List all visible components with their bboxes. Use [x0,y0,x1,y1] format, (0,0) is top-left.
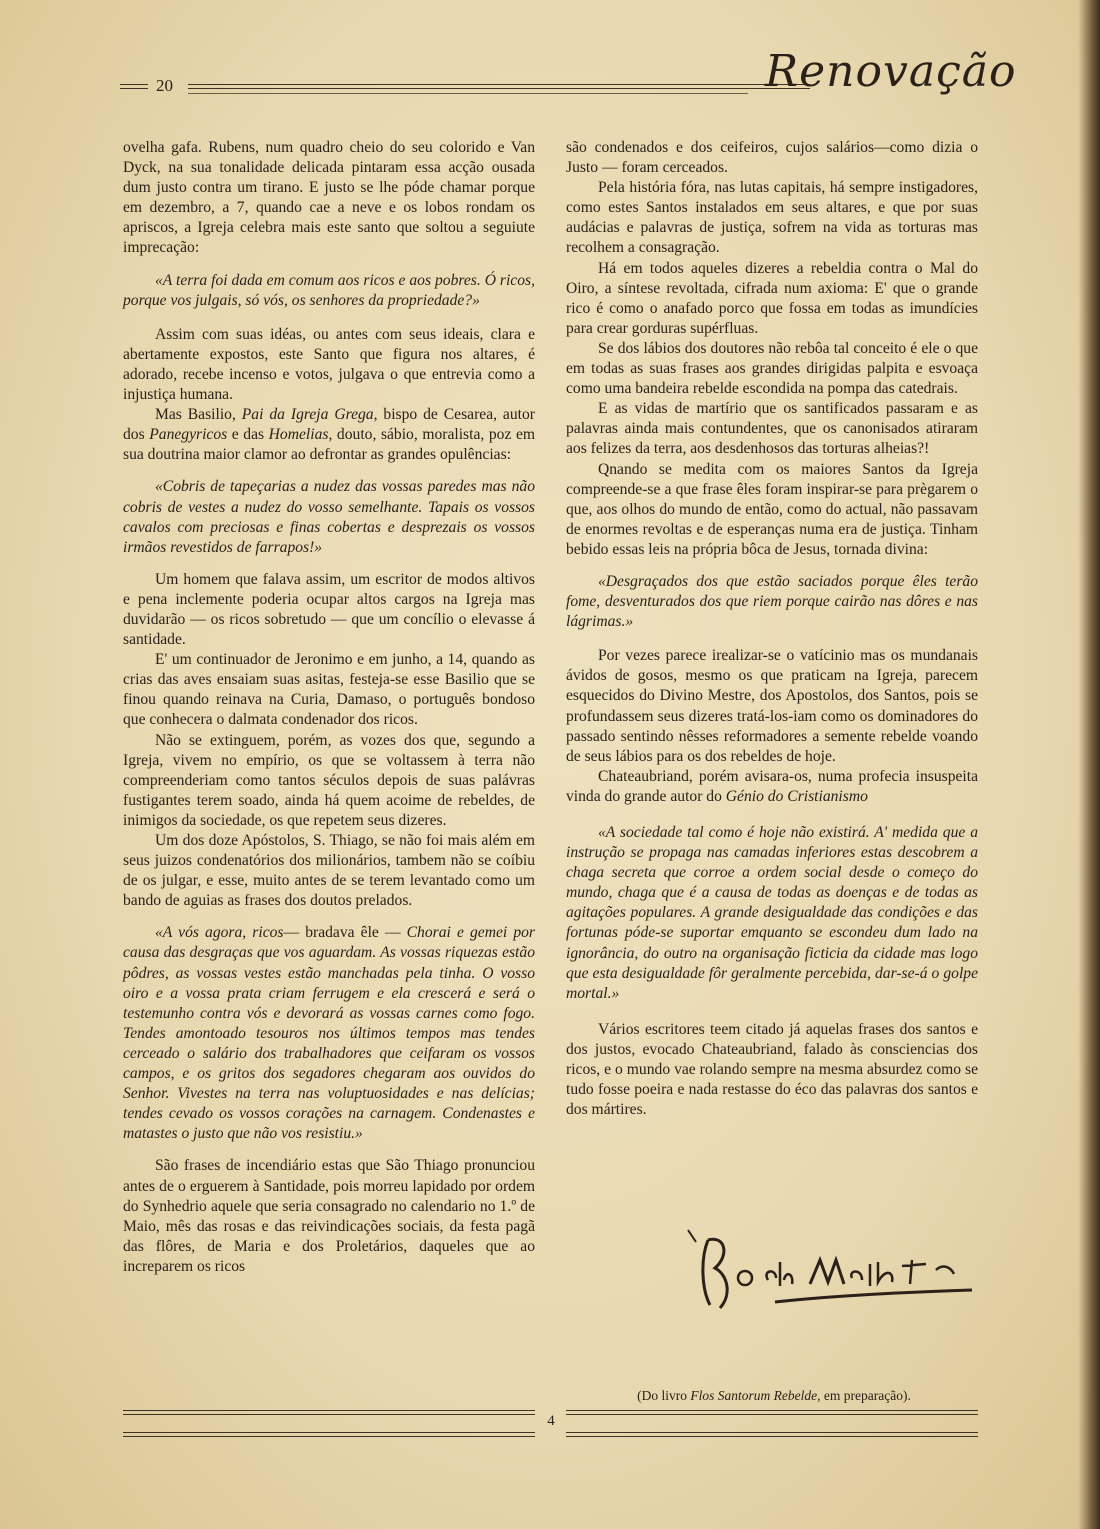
text-run-italic: Homelias [268,426,329,444]
paragraph: Se dos lábios dos doutores não rebôa tal conceito é ele o que em todas as suas frases aos grandes dirigidas palpita e esvoaça como uma bandeira rebelde escondida na pompa das catedrais. [566,339,978,398]
header-rule-thin [188,93,748,94]
quotation: «A sociedade tal como é hoje não existirá. A' medida que a instrução se propaga nas camadas inferiores estas descobrem a chaga secreta que corroe a ordem social desde o começo do mundo, chaga que é a causa de todas as doenças e de todas as agitações populares. A grande desigualdade das condições e das fortunas póde-se suportar emquanto se escondeu dum lado na ignorância, do outro na organisação ficticia da cidade mas logo que esta desigualdade fôr geralmente percebida, dar-se-á o golpe mortal.» [566,824,978,1002]
paragraph: Um dos doze Apóstolos, S. Thiago, se não foi mais além em seus juizos condenatórios dos milionários, tambem não se coíbiu de os julgar, e esse, muito antes de se terem levantado como um bando de aguias as frases dos doutos prelados. [123,832,535,910]
quotation: «Cobris de tapeçarias a nudez das vossas paredes mas não cobris de vestes a nudez do vosso semelhante. Tapais os vossos cavalos com preciosas e finas cobertas e desprezais os vossos irmãos revestidos de farrapos!» [123,478,535,556]
masthead-title: Renovação [765,46,1017,97]
footer-rule [123,1410,535,1415]
footer-rule [566,1410,978,1415]
text-run-italic: Pai da Igreja Grega [241,406,374,424]
footer-rule [566,1432,978,1437]
paragraph: Por vezes parece irealizar-se o vatícinio mas os mundanais ávidos de gosos, mesmo os que praticam na Igreja, parecem esquecidos do Divino Mestre, dos Apostolos, dos Santos, pois se profundassem seus dizeres tratá-los-iam como os dominadores do passado sentindo nêsses reformadores a semente rebelde voando de seus lábios para os dos rebeldes de hoje. [566,647,978,765]
text-run-italic: Panegyricos [149,426,228,444]
paragraph: Não se extinguem, porém, as vozes dos que, segundo a Igreja, vivem no empírio, os que se voltassem à terra não compreenderiam como tantos séculos depois de suas palávras fustigantes terem soado, ainda há quem acoime de rebeldes, de inimigos da sociedade, os que repetem seus dizeres. [123,731,535,829]
quotation: «Desgraçados dos que estão saciados porque êles terão fome, desventurados dos que riem porque cairão nas dôres e nas lágrimas.» [566,572,978,631]
text-run-italic: Flos Santorum Rebelde, [690,1388,821,1403]
author-signature [680,1220,980,1320]
page-number: 20 [156,76,173,95]
paragraph: E' um continuador de Jeronimo e em junho, a 14, quando as crias das aves ensaiam suas asitas, festeja-se esse Basilio que se finou quando reinava na Curia, Damaso, o português bondoso que conhecera o dalmata condenador dos ricos. [123,651,535,729]
quotation: «A terra foi dada em comum aos ricos e aos pobres. Ó ricos, porque vos julgais, só vós, os senhores da propriedade?» [123,271,535,309]
paragraph: Vários escritores teem citado já aquelas frases dos santos e dos justos, evocado Chateaubriand, falado às consciencias dos ricos, e o mundo vae rolando sempre na mesma absurdez como se tudo fosse poeira e nada restasse do éco das palavras dos santos e dos mártires. [566,1020,978,1119]
text-run: (Do livro [637,1388,691,1403]
text-run-italic: «A vós agora, ricos [155,924,284,942]
footer-rule [123,1432,535,1437]
header-rule-left [120,84,148,89]
paragraph [123,405,535,465]
right-column [566,138,978,1120]
text-run: , douto, sábio, moralista, poz em sua doutrina maior clamor ao defrontar as grandes opulências: [123,426,535,464]
paragraph: Assim com suas idéas, ou antes com seus ideais, clara e abertamente expostos, este Santo que figura nos altares, é adorado, recebe incenso e votos, julgava o que entrevia como a injustiça humana. [123,325,535,404]
paragraph [566,767,978,807]
paragraph: ovelha gafa. Rubens, num quadro cheio do seu colorido e Van Dyck, na sua tonalidade delicada pintaram essa acção ousada dum justo contra um tirano. E justo se lhe póde chamar porque em dezembro, a 7, quando cae a neve e os lobos rondam os apriscos, a Igreja celebra mais este santo que soltou a seguiute imprecação: [123,139,535,257]
header-rule [188,84,810,89]
text-run: e das [227,426,269,444]
text-run: Chateaubriand, porém avisara-os, numa profecia insuspeita vinda do grande autor do [566,767,978,805]
paragraph: Há em todos aqueles dizeres a rebeldia contra o Mal do Oiro, a síntese revoltada, cifrada num axioma: E' que o grande rico é como o anafado porco que fossa em todas as imundícies para crear gorduras supérfluas. [566,259,978,337]
paragraph: Qnando se medita com os maiores Santos da Igreja compreende-se a que frase êles foram inspirar-se para prègarem o que, aos olhos do mundo de então, como do actual, não passavam de enormes revoltas e de esperanças numa era de justiça. Tinham bebido essas leis na própria bôca de Jesus, tornada divina: [566,460,978,558]
text-run: , bispo de Cesarea, autor dos [123,406,535,444]
paragraph: são condenados e dos ceifeiros, cujos salários—como dizia o Justo — foram cerceados. [566,139,978,177]
text-run: Mas Basilio, [155,406,242,424]
paragraph: São frases de incendiário estas que São Thiago pronunciou antes de o erguerem à Santidade, pois morreu lapidado por ordem do Synhedrio aquele que seria consagrado no calendario no 1.º de Maio, mês das rosas e das reivindicações sociais, da festa pagã das flôres, de Maria e dos Proletários, daqueles que ao increparem os ricos [123,1157,535,1275]
text-run-italic: Chorai e gemei por causa das desgraças que vos aguardam. As vossas riquezas estão pôdres, as vossas vestes estão manchadas pela tinha. O vosso oiro e a vossa prata criam ferrugem e ela crescerá e será o testemunho contra vós e devorará as vossas carnes como fogo. Tendes amontoado tesouros nos últimos tempos mas tendes cerceado o salário dos trabalhadores que ceifaram os vossos campos, e os gritos dos segadores chegaram aos ouvidos do Senhor. Vivestes na terra nas voluptuosidades e nas delícias; tendes cevado os vossos corações na carnagem. Condenastes e matastes o justo que não vos resistiu.» [123,924,535,1143]
quotation [123,923,535,1144]
left-column [123,138,535,1277]
paragraph: Um homem que falava assim, um escritor de modos altivos e pena inclemente poderia ocupar altos cargos na Igreja mas duvidarão — os ricos sobretudo — que um concílio o elevasse á santidade. [123,570,535,649]
text-run: — bradava êle — [283,924,407,942]
text-run-italic: Génio do Cristianismo [725,787,868,805]
page-header [120,46,1017,110]
signature-graphic [680,1220,980,1320]
text-run: em preparação). [820,1388,911,1403]
source-credit [594,1388,954,1404]
page-edge-shadow [1078,0,1100,1529]
footer-number: 4 [547,1413,555,1429]
paragraph: Pela história fóra, nas lutas capitais, há sempre instigadores, como estes Santos instalados em seus altares, e que por suas audácias e palavras de justiça, sofrem na vida as torturas mas recolhem a consagração. [566,179,978,257]
paragraph: E as vidas de martírio que os santificados passaram e as palavras ainda mais contundentes, que os canonisados atiraram aos felizes da terra, aos desdenhosos das torturas alheias?! [566,400,978,458]
